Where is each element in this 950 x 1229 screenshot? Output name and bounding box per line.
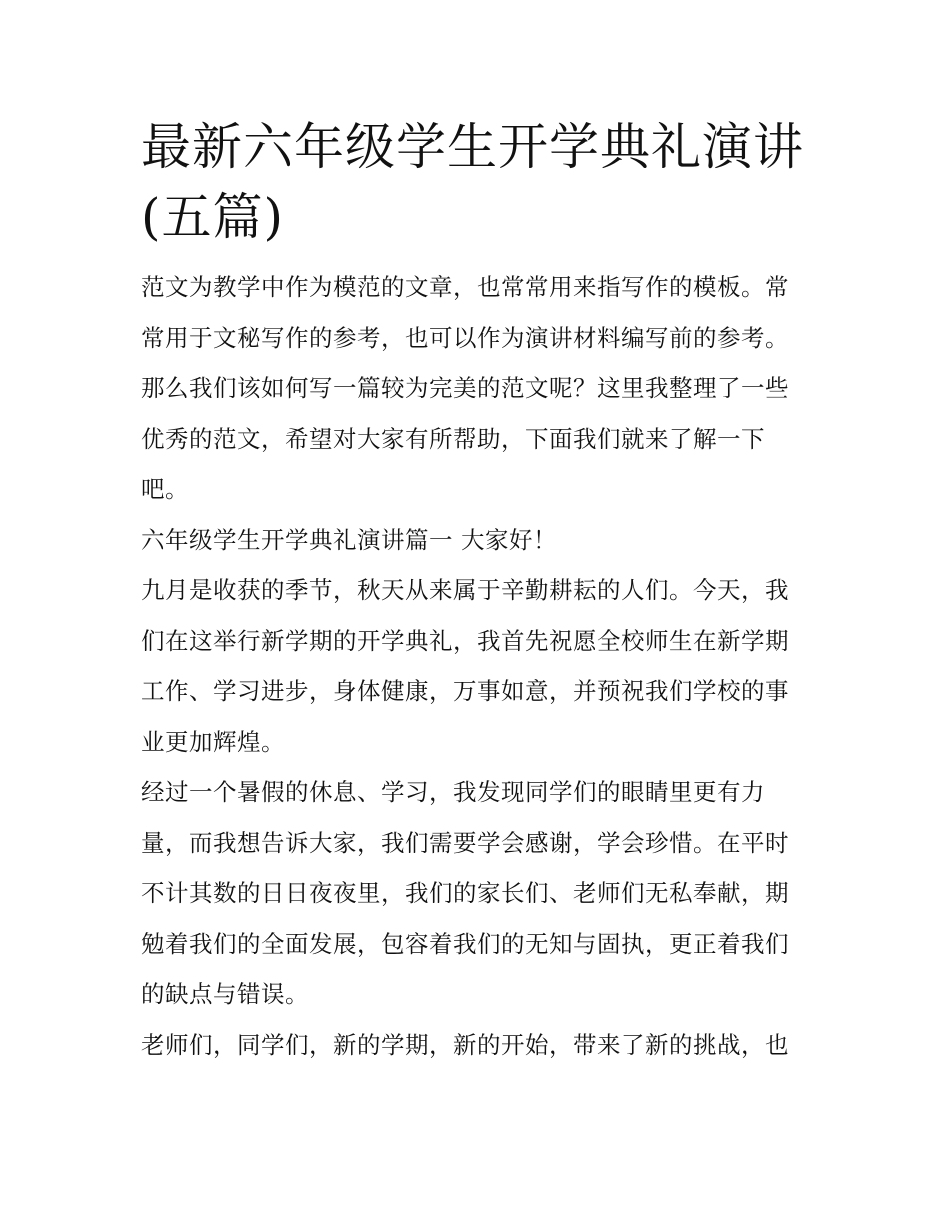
title-line: 最新六年级学生开学典礼演讲 [141,118,804,176]
text-line: 不计其数的日日夜夜里，我们的家长们、老师们无私奉献，期 [141,879,789,907]
text-line: 九月是收获的季节，秋天从来属于辛勤耕耘的人们。今天，我 [141,576,789,604]
body-paragraph [141,767,813,1020]
text-line: 六年级学生开学典礼演讲篇一 大家好！ [141,525,557,554]
section-heading-paragraph [141,515,813,566]
body-paragraph [141,1020,813,1071]
text-line: 老师们，同学们，新的学期，新的开始，带来了新的挑战，也 [141,1030,789,1059]
text-line: 经过一个暑假的休息、学习，我发现同学们的眼睛里更有力 [141,778,765,806]
text-line: 量，而我想告诉大家，我们需要学会感谢，学会珍惜。在平时 [141,828,789,857]
text-line: 吧。 [141,475,189,503]
body-paragraph [141,565,813,767]
text-line: 工作、学习进步，身体健康，万事如意，并预祝我们学校的事 [141,677,789,705]
text-line: 们在这举行新学期的开学典礼，我首先祝愿全校师生在新学期 [141,626,789,655]
text-line: 常用于文秘写作的参考，也可以作为演讲材料编写前的参考。 [141,323,789,352]
text-line: 勉着我们的全面发展，包容着我们的无知与固执，更正着我们 [141,929,789,958]
intro-paragraph [141,262,813,515]
text-line: 业更加辉煌。 [141,727,285,756]
text-line: 优秀的范文，希望对大家有所帮助，下面我们就来了解一下 [141,424,765,453]
title-line: (五篇) [141,188,285,246]
text-line: 那么我们该如何写一篇较为完美的范文呢？这里我整理了一些 [141,374,789,402]
text-line: 的缺点与错误。 [141,980,309,1008]
page-title [141,112,813,252]
text-line: 范文为教学中作为模范的文章，也常常用来指写作的模板。常 [141,273,789,301]
document-body [141,112,813,1070]
